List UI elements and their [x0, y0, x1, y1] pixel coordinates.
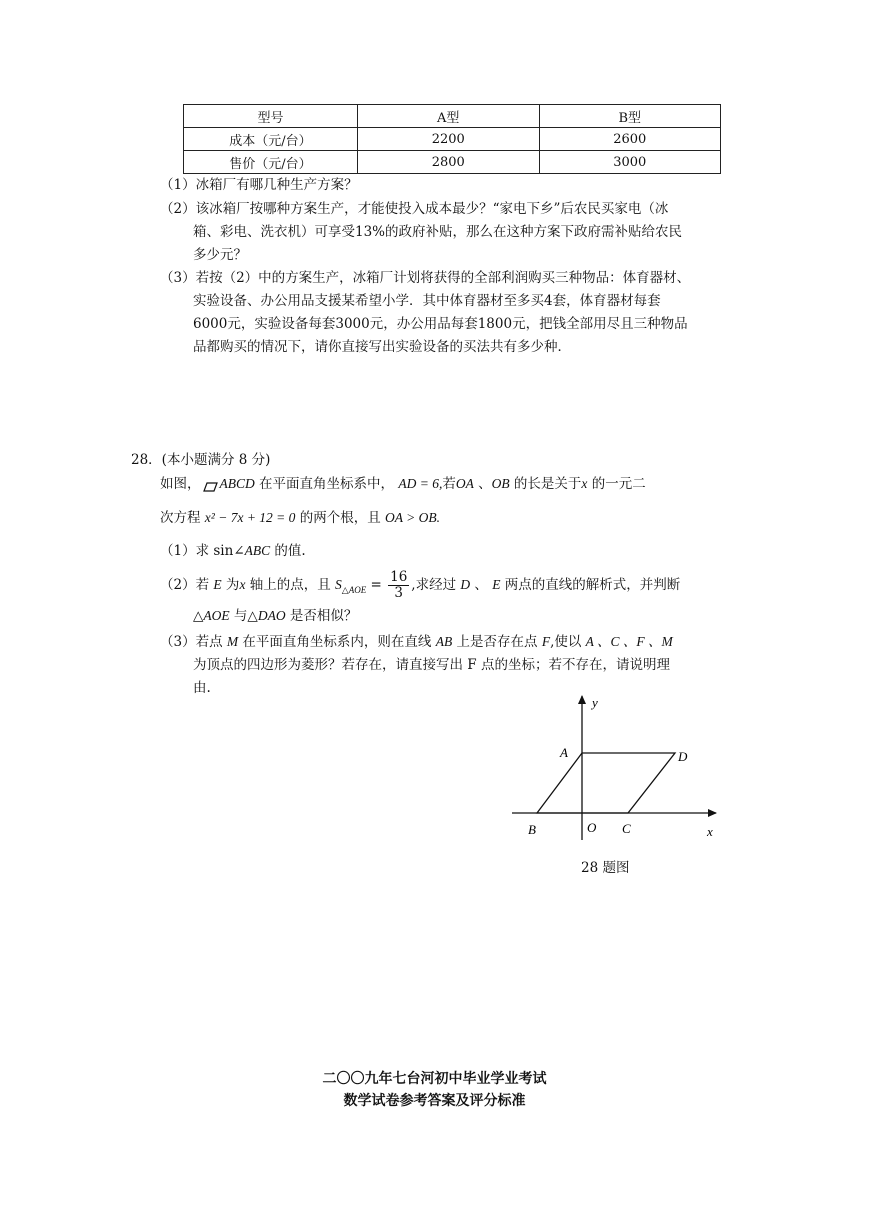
q28-p2-text: =: [366, 577, 387, 593]
answer-title-line2: 数学试卷参考答案及评分标准: [343, 1093, 526, 1109]
q28-intro-text: 在平面直角坐标系中，: [254, 476, 399, 492]
q28-part3-line1: [160, 632, 673, 652]
math-e: E: [492, 577, 501, 592]
q28-p1-text: 的值.: [270, 543, 306, 559]
figure-caption: 28 题图: [581, 860, 630, 876]
q28-p2-text: 、: [470, 577, 493, 593]
q28-equation-line: [160, 508, 440, 528]
math-ad: AD = 6,: [398, 476, 443, 491]
q28-p3-text: 在平面直角坐标系内，则在直线: [238, 634, 436, 650]
table-row: [184, 128, 721, 151]
q28-p2-text: 两点的直线的解析式，并判断: [500, 577, 681, 593]
coordinate-figure: [500, 688, 740, 848]
q28-p2-text: ,求经过: [411, 577, 461, 593]
table-cell: 2800: [358, 151, 540, 174]
table-header-cell: A型: [358, 105, 540, 128]
parallelogram-icon: [203, 479, 218, 488]
math-ab: AB: [435, 634, 453, 649]
q28-part2-line2: [193, 606, 357, 626]
fraction-numerator: 16: [390, 569, 408, 585]
answer-title-line1: 二〇〇九年七台河初中毕业学业考试: [322, 1071, 547, 1087]
q28-p2-text: 与△: [229, 608, 258, 624]
q28-part3-line2: 为顶点的四边形为菱形？若存在，请直接写出 F 点的坐标；若不存在，请说明理: [193, 657, 670, 673]
q28-intro-text: 、: [473, 476, 492, 492]
q28-p2-text: 轴上的点，且: [245, 577, 336, 593]
table-cell: 成本（元/台）: [184, 128, 358, 151]
table-cell: 2200: [358, 128, 540, 151]
q28-part2-line1: [160, 567, 680, 609]
q27-part3-line3: 6000元，实验设备每套3000元，办公用品每套1800元，把钱全部用尽且三种物品: [193, 316, 688, 332]
q27-part3-line2: 实验设备、办公用品支援某希望小学．其中体育器材至多买4套，体育器材每套: [193, 293, 661, 309]
math-e: E: [213, 577, 222, 592]
label-d: D: [678, 749, 688, 764]
math-points: A 、C 、F 、M: [585, 634, 673, 649]
math-d: D: [460, 577, 471, 592]
math-equation: x² − 7x + 12 = 0: [204, 510, 296, 525]
math-x: x: [239, 577, 246, 592]
q28-part1: [160, 541, 306, 561]
math-x: x: [581, 476, 588, 491]
math-f: F: [541, 634, 551, 649]
math-abcd: ABCD: [219, 476, 255, 491]
math-abc: ABC: [244, 543, 271, 558]
q28-p1-text: （1）求 sin∠: [160, 543, 245, 559]
q27-part3-line4: 品都购买的情况下，请你直接写出实验设备的买法共有多少种．: [193, 339, 571, 355]
math-s: S: [335, 577, 342, 592]
parallelogram-abcd: [537, 753, 675, 813]
q27-part1: （1）冰箱厂有哪几种生产方案？: [160, 177, 358, 193]
q28-intro-text: 若: [442, 476, 456, 492]
table-header-cell: 型号: [184, 105, 358, 128]
q28-eq-text: 次方程: [160, 510, 205, 526]
q28-p3-text: （3）若点: [160, 634, 227, 650]
label-o: O: [587, 820, 597, 835]
math-oa: OA: [455, 476, 474, 491]
q28-p2-text: 为: [221, 577, 240, 593]
math-m: M: [226, 634, 239, 649]
q28-p2-text: （2）若: [160, 577, 214, 593]
q28-p2-text: 是否相似？: [285, 608, 358, 624]
math-inequality: OA > OB.: [385, 510, 440, 525]
q28-intro-text: 如图，: [160, 476, 201, 492]
table-cell: 售价（元/台）: [184, 151, 358, 174]
table-cell: 2600: [539, 128, 721, 151]
math-dao: DAO: [257, 608, 286, 623]
math-aoe: AOE: [203, 608, 230, 623]
table-header-cell: B型: [539, 105, 721, 128]
q28-heading: 28．(本小题满分 8 分): [131, 452, 271, 468]
q28-p3-text: ,使以: [550, 634, 586, 650]
q27-part2-line2: 箱、彩电、洗衣机）可享受13%的政府补贴，那么在这种方案下政府需补贴给农民: [193, 224, 683, 240]
label-c: C: [622, 821, 631, 836]
q27-part2-line3: 多少元？: [193, 247, 247, 263]
math-ob: OB: [491, 476, 510, 491]
label-y: y: [592, 695, 598, 710]
table-row: [184, 151, 721, 174]
q28-intro-text: 的一元二: [587, 476, 646, 492]
label-x: x: [707, 824, 713, 839]
q27-part2-line1: （2）该冰箱厂按哪种方案生产，才能使投入成本最少？“家电下乡”后农民买家电（冰: [160, 201, 669, 217]
q28-part3-line3: 由.: [193, 680, 211, 696]
q28-intro-text: 的长是关于: [509, 476, 582, 492]
specification-table: [183, 104, 721, 174]
math-subscript-aoe: △AOE: [341, 584, 367, 595]
q28-intro: [160, 474, 646, 494]
label-a: A: [560, 745, 568, 760]
table-header-row: [184, 105, 721, 128]
q28-eq-text: 的两个根，且: [295, 510, 386, 526]
q28-p3-text: 上是否存在点: [452, 634, 542, 650]
fraction: [388, 570, 409, 601]
fraction-denominator: 3: [394, 585, 403, 601]
label-b: B: [528, 822, 536, 837]
table-cell: 3000: [539, 151, 721, 174]
q28-p2-text: △: [193, 608, 204, 624]
q27-part3-line1: （3）若按（2）中的方案生产，冰箱厂计划将获得的全部利润购买三种物品：体育器材、: [160, 270, 691, 286]
